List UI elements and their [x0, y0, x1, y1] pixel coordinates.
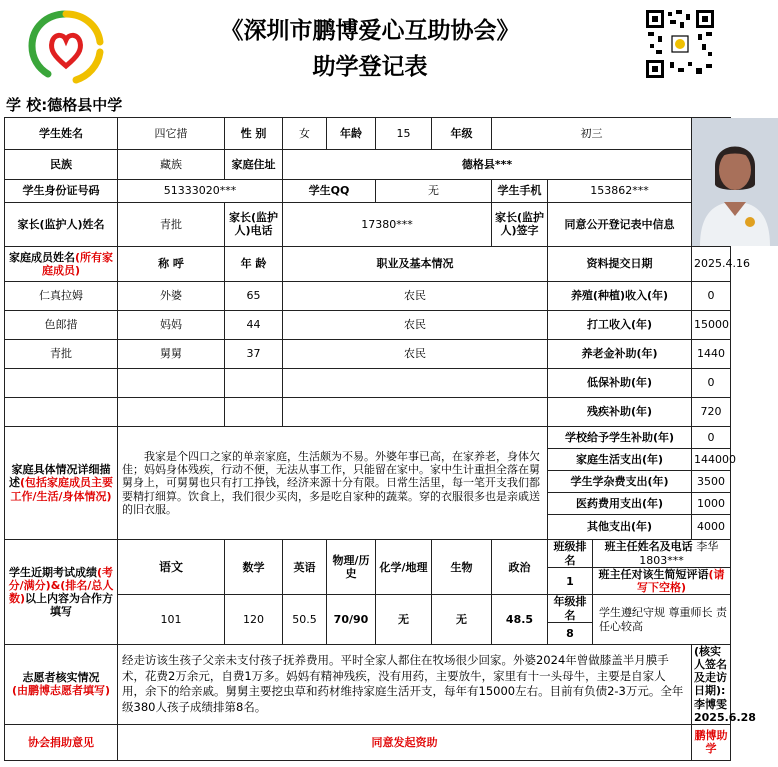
member-age: 37 [225, 340, 283, 369]
finance-value: 0 [692, 427, 731, 449]
phone-label: 学生手机 [492, 179, 548, 202]
score-physics-history: 70/90 [327, 595, 376, 644]
grade: 初三 [492, 118, 692, 150]
finance-label: 养老金补助(年) [548, 340, 692, 369]
member-call-empty [118, 398, 225, 427]
member-name-empty [5, 398, 118, 427]
qq-label: 学生QQ [283, 179, 376, 202]
grade-rank: 8 [548, 622, 593, 644]
score-chem-geo: 无 [376, 595, 432, 644]
address-label: 家庭住址 [225, 149, 283, 179]
opinion-value: 同意发起资助 [118, 724, 692, 760]
member-call: 妈妈 [118, 311, 225, 340]
portrait-icon [692, 118, 778, 246]
finance-label: 残疾补助(年) [548, 398, 692, 427]
guardian-label: 家长(监护人)姓名 [5, 202, 118, 246]
finance-label: 低保补助(年) [548, 369, 692, 398]
finance-label: 学校给予学生补助(年) [548, 427, 692, 449]
finance-label: 资料提交日期 [548, 247, 692, 282]
member-name: 青批 [5, 340, 118, 369]
form-title: 《深圳市鹏博爱心互助协会》 [220, 17, 520, 44]
finance-label: 打工收入(年) [548, 311, 692, 340]
member-name-empty [5, 369, 118, 398]
guardian-name: 青批 [118, 202, 225, 246]
qq: 无 [376, 179, 492, 202]
finance-label: 家庭生活支出(年) [548, 449, 692, 471]
members-label-note: (所有家庭成员) [41, 250, 114, 277]
finance-value: 3500 [692, 471, 731, 493]
score-math: 120 [225, 595, 283, 644]
student-name-label: 学生姓名 [5, 118, 118, 150]
grade-rank-label: 年级排名 [548, 595, 593, 622]
phone: 153862*** [548, 179, 692, 202]
score-chinese: 101 [118, 595, 225, 644]
member-call: 外婆 [118, 282, 225, 311]
member-age: 44 [225, 311, 283, 340]
member-job-empty [283, 398, 548, 427]
gender-label: 性 别 [225, 118, 283, 150]
teacher-label: 班主任姓名及电话 李华1803*** [593, 540, 731, 568]
grade-label: 年级 [432, 118, 492, 150]
finance-value: 1440 [692, 340, 731, 369]
finance-label: 学生学杂费支出(年) [548, 471, 692, 493]
member-age-empty [225, 369, 283, 398]
school-name: 学 校:德格县中学 [6, 96, 123, 114]
class-rank: 1 [548, 568, 593, 595]
finance-value: 4000 [692, 515, 731, 540]
gender: 女 [283, 118, 327, 150]
col-call: 称 呼 [118, 247, 225, 282]
finance-value: 720 [692, 398, 731, 427]
family-desc-text: 我家是个四口之家的单亲家庭，生活颇为不易。外婆年事已高，在家养老，身体欠佳；妈妈身体残疾，行动不便，无法从事工作，只能留在家中。家中生计重担全落在舅舅身上，可舅舅也只有打工挣钱，经济来源十分有限。日常生活里，每一笔开支我们都要精打细算。饮食上，我们很少买肉，多是吃自家种的蔬菜。穿的衣服很多也是亲戚送的旧衣服。 [118, 427, 548, 540]
form-header [0, 0, 734, 92]
score-politics: 48.5 [492, 595, 548, 644]
member-job: 农民 [283, 311, 548, 340]
member-job-empty [283, 369, 548, 398]
address: 德格县*** [283, 149, 692, 179]
agree-label: 同意公开登记表中信息 [548, 202, 692, 246]
class-rank-label: 班级排名 [548, 540, 593, 568]
volunteer-label: 志愿者核实情况 (由鹏博志愿者填写) [5, 644, 118, 724]
guardian-phone-label: 家长(监护人)电话 [225, 202, 283, 246]
member-job: 农民 [283, 340, 548, 369]
student-photo [692, 118, 731, 247]
ethnic: 藏族 [118, 149, 225, 179]
volunteer-text: 经走访该生孩子父亲未支付孩子抚养费用。平时全家人都住在牧场很少回家。外婆2024年曾做膝盖半月膜手术，花费2万余元，自费1万多。妈妈有精神残疾，没有用药，主要放牛，家里有十一头母牛，主要是自家人用，余下的给亲戚。舅舅主要挖虫草和药材维持家庭生活开支，每年有15000左右。目前有负债2-3万元。全年级380人孩子成绩排第8名。 [118, 644, 692, 724]
subject-politics: 政治 [492, 540, 548, 595]
guardian-phone: 17380*** [283, 202, 492, 246]
member-age: 65 [225, 282, 283, 311]
finance-value: 0 [692, 369, 731, 398]
col-age: 年 龄 [225, 247, 283, 282]
subject-english: 英语 [283, 540, 327, 595]
finance-value: 1000 [692, 493, 731, 515]
age: 15 [376, 118, 432, 150]
id-number: 51333020*** [118, 179, 283, 202]
member-age-empty [225, 398, 283, 427]
subject-math: 数学 [225, 540, 283, 595]
guardian-sign-label: 家长(监护人)签字 [492, 202, 548, 246]
subject-chem-geo: 化学/地理 [376, 540, 432, 595]
verifier-date: 2025.6.28 [694, 710, 756, 724]
subject-chinese: 语文 [118, 540, 225, 595]
form-table [4, 117, 756, 761]
finance-label: 其他支出(年) [548, 515, 692, 540]
family-desc-note: (包括家庭成员主要工作/生活/身体情况) [10, 476, 114, 503]
id-label: 学生身份证号码 [5, 179, 118, 202]
opinion-label: 协会捐助意见 [5, 724, 118, 760]
subject-biology: 生物 [432, 540, 492, 595]
teacher-comment: 学生遵纪守规 尊重师长 责任心较高 [593, 595, 731, 644]
exam-label-extra: 以上内容为合作方填写 [25, 591, 114, 619]
member-call-empty [118, 369, 225, 398]
form-subtitle: 助学登记表 [312, 53, 428, 80]
verifier-block [692, 644, 756, 724]
heart-logo [26, 8, 106, 84]
subject-physics-history: 物理/历史 [327, 540, 376, 595]
family-desc-label: 家庭具体情况详细描述(包括家庭成员主要工作/生活/身体情况) [5, 427, 118, 540]
score-english: 50.5 [283, 595, 327, 644]
finance-value: 0 [692, 282, 731, 311]
teacher-value: 李华1803*** [639, 540, 719, 567]
exam-label: 学生近期考试成绩(考分/满分)&(排名/总人数)以上内容为合作方填写 [5, 540, 118, 645]
student-name: 四它措 [118, 118, 225, 150]
exam-label-note: (考分/满分)&(排名/总人数) [8, 565, 114, 605]
finance-label: 医药费用支出(年) [548, 493, 692, 515]
member-job: 农民 [283, 282, 548, 311]
finance-value: 15000 [692, 311, 731, 340]
finance-label: 养殖(种植)收入(年) [548, 282, 692, 311]
comment-hint: (请写下空格) [636, 568, 725, 595]
qr-code [644, 8, 716, 80]
member-name: 仁真拉姆 [5, 282, 118, 311]
age-label: 年龄 [327, 118, 376, 150]
brand-label: 鹏博助学 [692, 724, 731, 760]
member-name: 色郎措 [5, 311, 118, 340]
finance-value: 144000 [692, 449, 731, 471]
finance-value: 2025.4.16 [692, 247, 731, 282]
member-call: 舅舅 [118, 340, 225, 369]
score-biology: 无 [432, 595, 492, 644]
members-label: 家庭成员姓名(所有家庭成员) [5, 247, 118, 282]
col-job: 职业及基本情况 [283, 247, 548, 282]
volunteer-label-note: (由鹏博志愿者填写) [11, 684, 111, 698]
ethnic-label: 民族 [5, 149, 118, 179]
comment-label: 班主任对该生简短评语(请写下空格) [593, 568, 731, 595]
verifier-sign-label: (核实人签名及走访日期): [694, 644, 727, 698]
verifier-name: 李博雯 [694, 697, 727, 711]
